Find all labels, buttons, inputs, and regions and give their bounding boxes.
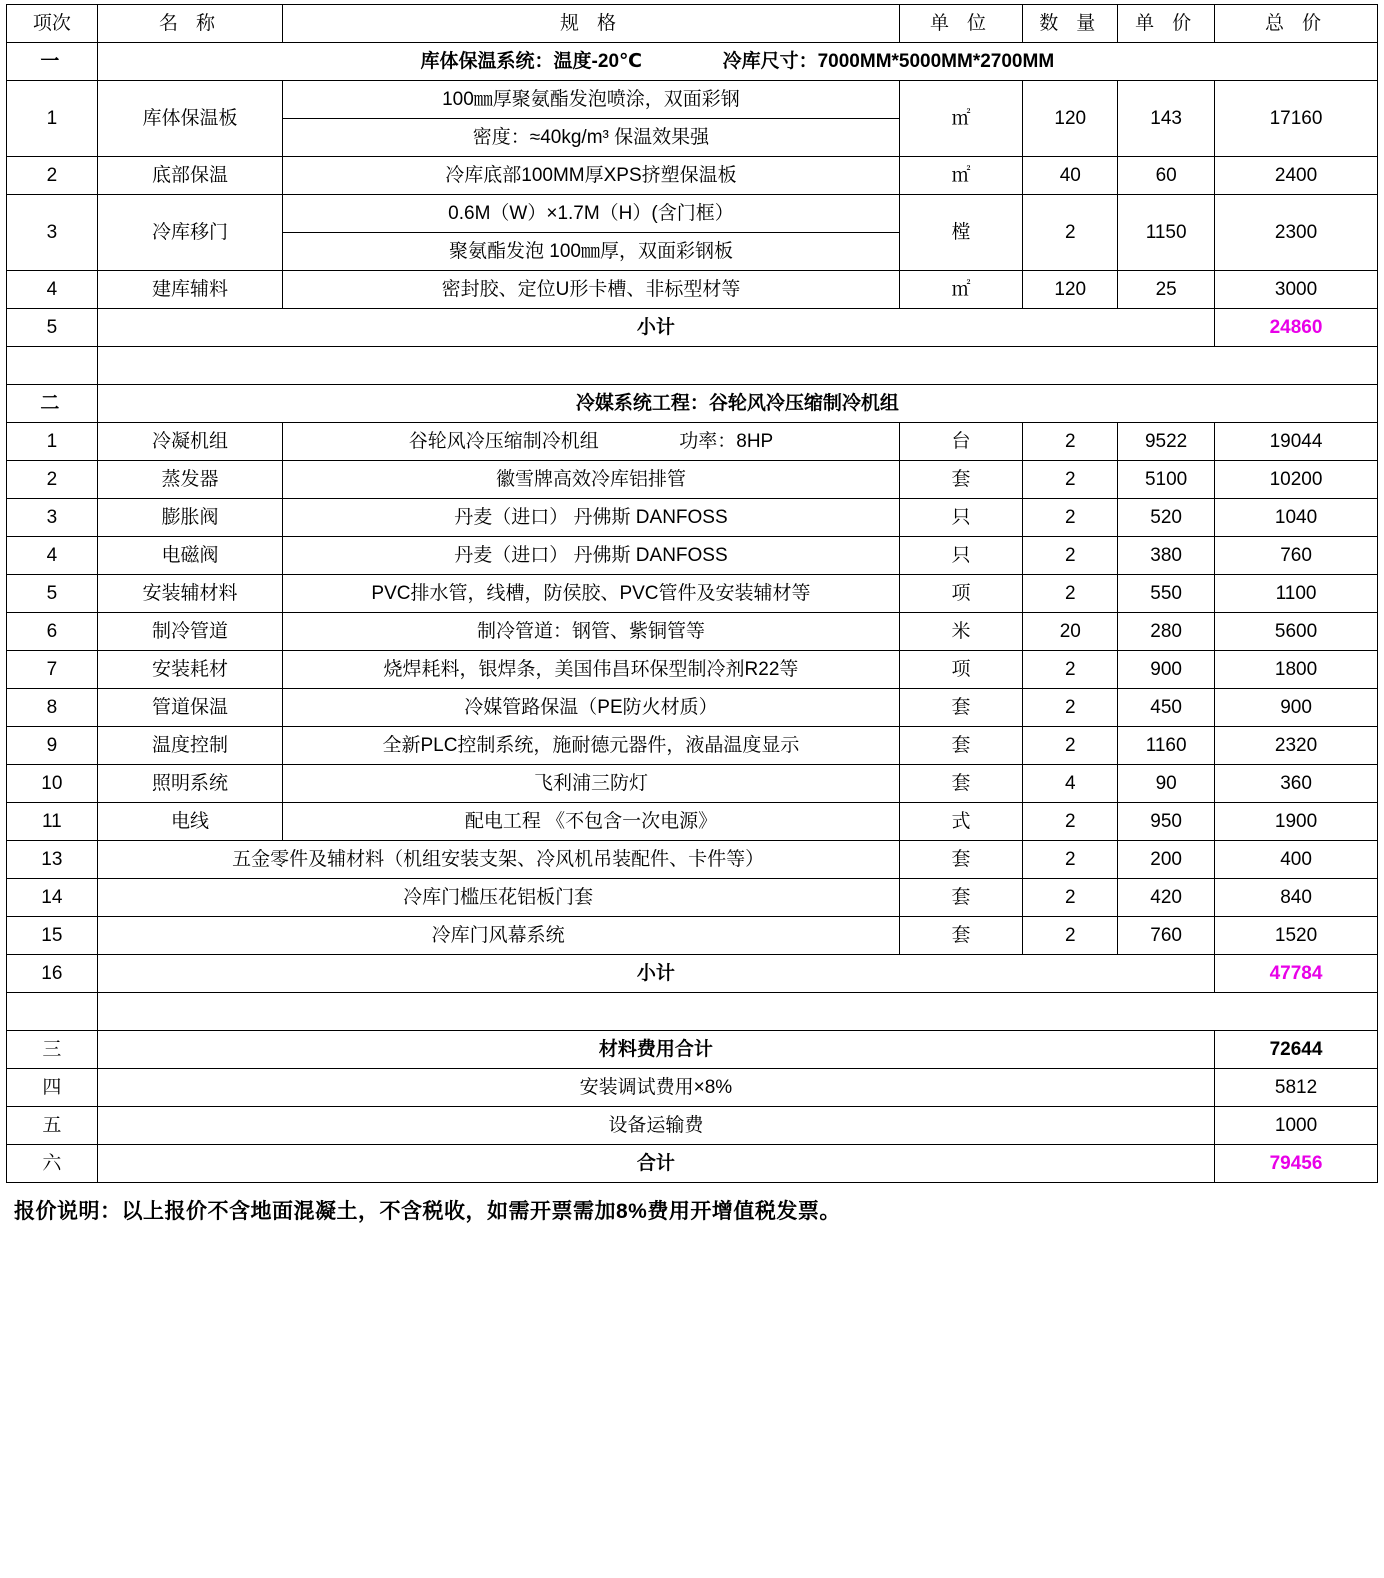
row-spec: 全新PLC控制系统，施耐德元器件，液晶温度显示: [283, 727, 899, 765]
row-total: 10200: [1215, 461, 1378, 499]
summary-label: 设备运输费: [97, 1107, 1214, 1145]
col-header-name: 名 称: [97, 5, 283, 43]
row-qty: 2: [1023, 917, 1118, 955]
row-price: 520: [1118, 499, 1215, 537]
row-spec: 配电工程 《不包含一次电源》: [283, 803, 899, 841]
row-name: 膨胀阀: [97, 499, 283, 537]
row-unit: 式: [899, 803, 1023, 841]
row-index: 5: [7, 575, 98, 613]
row-qty: 2: [1023, 803, 1118, 841]
subtotal-row: [7, 955, 1378, 993]
row-name: 库体保温板: [97, 81, 283, 157]
summary-row: [7, 1031, 1378, 1069]
subtotal-total: 47784: [1215, 955, 1378, 993]
table-row: [7, 575, 1378, 613]
summary-row: [7, 1145, 1378, 1183]
row-unit: 项: [899, 651, 1023, 689]
row-name: 电磁阀: [97, 537, 283, 575]
col-header-price: 单 价: [1118, 5, 1215, 43]
row-total: 1900: [1215, 803, 1378, 841]
row-qty: 2: [1023, 499, 1118, 537]
row-spec-line1: 0.6M（W）×1.7M（H）(含门框）: [283, 195, 899, 233]
subtotal-index: 16: [7, 955, 98, 993]
table-row: [7, 727, 1378, 765]
row-price: 280: [1118, 613, 1215, 651]
row-name: 管道保温: [97, 689, 283, 727]
row-price: 25: [1118, 271, 1215, 309]
row-name: 建库辅料: [97, 271, 283, 309]
section-header-row: [7, 43, 1378, 81]
row-index: 4: [7, 271, 98, 309]
row-unit: ㎡: [899, 157, 1023, 195]
row-unit: 只: [899, 499, 1023, 537]
summary-total: 5812: [1215, 1069, 1378, 1107]
table-row: [7, 651, 1378, 689]
row-total: 2320: [1215, 727, 1378, 765]
section-title: [97, 43, 1377, 81]
section-title-dimensions: 冷库尺寸：7000MM*5000MM*2700MM: [722, 50, 1055, 72]
row-name: 底部保温: [97, 157, 283, 195]
row-spec: 密封胶、定位U形卡槽、非标型材等: [283, 271, 899, 309]
row-qty: 120: [1023, 271, 1118, 309]
row-index: 8: [7, 689, 98, 727]
row-unit: 项: [899, 575, 1023, 613]
row-qty: 2: [1023, 727, 1118, 765]
row-unit: ㎡: [899, 271, 1023, 309]
summary-total: 1000: [1215, 1107, 1378, 1145]
row-spec-power: 功率：8HP: [679, 430, 774, 452]
row-index: 1: [7, 423, 98, 461]
blank-cell: [7, 347, 98, 385]
col-header-spec: 规 格: [283, 5, 899, 43]
summary-index: 五: [7, 1107, 98, 1145]
table-row: [7, 271, 1378, 309]
row-index: 1: [7, 81, 98, 157]
quotation-table: [6, 4, 1378, 1183]
row-price: 420: [1118, 879, 1215, 917]
row-spec: 冷库底部100MM厚XPS挤塑保温板: [283, 157, 899, 195]
row-spec: 烧焊耗料，银焊条，美国伟昌环保型制冷剂R22等: [283, 651, 899, 689]
row-index: 9: [7, 727, 98, 765]
row-unit: 米: [899, 613, 1023, 651]
row-index: 6: [7, 613, 98, 651]
row-price: 90: [1118, 765, 1215, 803]
row-price: 143: [1118, 81, 1215, 157]
grand-total: 79456: [1215, 1145, 1378, 1183]
row-qty: 2: [1023, 651, 1118, 689]
row-total: 17160: [1215, 81, 1378, 157]
blank-row: [7, 993, 1378, 1031]
row-unit: ㎡: [899, 81, 1023, 157]
row-total: 2300: [1215, 195, 1378, 271]
table-row: [7, 81, 1378, 119]
table-row: [7, 157, 1378, 195]
row-price: 1150: [1118, 195, 1215, 271]
row-total: 760: [1215, 537, 1378, 575]
row-total: 1100: [1215, 575, 1378, 613]
row-qty: 2: [1023, 537, 1118, 575]
row-price: 9522: [1118, 423, 1215, 461]
row-price: 550: [1118, 575, 1215, 613]
row-spec: 飞利浦三防灯: [283, 765, 899, 803]
table-row: [7, 879, 1378, 917]
row-qty: 2: [1023, 689, 1118, 727]
row-spec-line1: 100㎜厚聚氨酯发泡喷涂，双面彩钢: [283, 81, 899, 119]
summary-label: 合计: [97, 1145, 1214, 1183]
summary-total: 72644: [1215, 1031, 1378, 1069]
section-header-row: [7, 385, 1378, 423]
summary-index: 四: [7, 1069, 98, 1107]
quotation-note: 报价说明：以上报价不含地面混凝土，不含税收，如需开票需加8%费用开增值税发票。: [14, 1200, 841, 1223]
table-row: [7, 765, 1378, 803]
row-price: 450: [1118, 689, 1215, 727]
row-spec: 徽雪牌高效冷库铝排管: [283, 461, 899, 499]
row-unit: 套: [899, 727, 1023, 765]
col-header-qty: 数 量: [1023, 5, 1118, 43]
subtotal-row: [7, 309, 1378, 347]
row-unit: 套: [899, 765, 1023, 803]
row-price: 380: [1118, 537, 1215, 575]
row-total: 400: [1215, 841, 1378, 879]
row-name: 制冷管道: [97, 613, 283, 651]
row-price: 5100: [1118, 461, 1215, 499]
table-row: [7, 195, 1378, 233]
col-header-unit: 单 位: [899, 5, 1023, 43]
row-index: 7: [7, 651, 98, 689]
row-unit: 樘: [899, 195, 1023, 271]
row-price: 200: [1118, 841, 1215, 879]
row-price: 900: [1118, 651, 1215, 689]
table-row: [7, 461, 1378, 499]
section-title-text: 库体保温系统：温度-20℃: [420, 50, 643, 72]
row-unit: 套: [899, 841, 1023, 879]
table-row: [7, 423, 1378, 461]
row-price: 950: [1118, 803, 1215, 841]
table-header-row: [7, 5, 1378, 43]
blank-row: [7, 347, 1378, 385]
blank-cell: [7, 993, 98, 1031]
subtotal-label: 小计: [97, 955, 1214, 993]
row-total: 19044: [1215, 423, 1378, 461]
row-name-full: 五金零件及辅材料（机组安装支架、冷风机吊装配件、卡件等）: [97, 841, 899, 879]
subtotal-index: 5: [7, 309, 98, 347]
table-row: [7, 537, 1378, 575]
blank-cell: [97, 993, 1377, 1031]
row-index: 4: [7, 537, 98, 575]
col-header-total: 总 价: [1215, 5, 1378, 43]
row-spec: 制冷管道：钢管、紫铜管等: [283, 613, 899, 651]
summary-index: 六: [7, 1145, 98, 1183]
row-price: 760: [1118, 917, 1215, 955]
table-row: [7, 917, 1378, 955]
row-total: 1040: [1215, 499, 1378, 537]
blank-cell: [97, 347, 1377, 385]
row-total: 1520: [1215, 917, 1378, 955]
row-name: 蒸发器: [97, 461, 283, 499]
row-total: 360: [1215, 765, 1378, 803]
row-unit: 套: [899, 879, 1023, 917]
row-name-full: 冷库门槛压花铝板门套: [97, 879, 899, 917]
row-name: 照明系统: [97, 765, 283, 803]
row-qty: 2: [1023, 841, 1118, 879]
row-spec-text: 谷轮风冷压缩制冷机组: [408, 430, 599, 452]
row-qty: 2: [1023, 575, 1118, 613]
table-row: [7, 841, 1378, 879]
row-price: 1160: [1118, 727, 1215, 765]
table-row: [7, 613, 1378, 651]
col-header-index: 项次: [7, 5, 98, 43]
row-index: 3: [7, 499, 98, 537]
row-index: 2: [7, 157, 98, 195]
quotation-sheet: [0, 4, 1384, 1225]
subtotal-total: 24860: [1215, 309, 1378, 347]
row-name: 安装辅材料: [97, 575, 283, 613]
row-index: 3: [7, 195, 98, 271]
row-spec-line2: 聚氨酯发泡 100㎜厚，双面彩钢板: [283, 233, 899, 271]
summary-label: 材料费用合计: [97, 1031, 1214, 1069]
summary-row: [7, 1107, 1378, 1145]
row-name: 电线: [97, 803, 283, 841]
row-name: 温度控制: [97, 727, 283, 765]
row-name: 安装耗材: [97, 651, 283, 689]
row-total: 2400: [1215, 157, 1378, 195]
row-unit: 台: [899, 423, 1023, 461]
summary-row: [7, 1069, 1378, 1107]
row-total: 1800: [1215, 651, 1378, 689]
row-name-full: 冷库门风幕系统: [97, 917, 899, 955]
row-spec: PVC排水管，线槽，防侯胶、PVC管件及安装辅材等: [283, 575, 899, 613]
row-index: 13: [7, 841, 98, 879]
row-total: 5600: [1215, 613, 1378, 651]
summary-index: 三: [7, 1031, 98, 1069]
row-total: 3000: [1215, 271, 1378, 309]
table-row: [7, 803, 1378, 841]
row-index: 15: [7, 917, 98, 955]
subtotal-label: 小计: [97, 309, 1214, 347]
row-unit: 套: [899, 461, 1023, 499]
row-qty: 4: [1023, 765, 1118, 803]
row-qty: 2: [1023, 195, 1118, 271]
row-unit: 套: [899, 689, 1023, 727]
row-spec: 丹麦（进口） 丹佛斯 DANFOSS: [283, 499, 899, 537]
row-name: 冷凝机组: [97, 423, 283, 461]
section-title: 冷媒系统工程：谷轮风冷压缩制冷机组: [97, 385, 1377, 423]
row-unit: 套: [899, 917, 1023, 955]
row-qty: 2: [1023, 423, 1118, 461]
row-total: 840: [1215, 879, 1378, 917]
section-index: 一: [7, 43, 98, 81]
section-index: 二: [7, 385, 98, 423]
row-name: 冷库移门: [97, 195, 283, 271]
summary-label: 安装调试费用×8%: [97, 1069, 1214, 1107]
row-qty: 40: [1023, 157, 1118, 195]
row-spec: [283, 423, 899, 461]
row-index: 10: [7, 765, 98, 803]
row-index: 14: [7, 879, 98, 917]
row-total: 900: [1215, 689, 1378, 727]
table-row: [7, 689, 1378, 727]
row-qty: 120: [1023, 81, 1118, 157]
row-index: 2: [7, 461, 98, 499]
row-spec: 丹麦（进口） 丹佛斯 DANFOSS: [283, 537, 899, 575]
row-spec-line2: 密度：≈40kg/m³ 保温效果强: [283, 119, 899, 157]
row-qty: 2: [1023, 879, 1118, 917]
table-row: [7, 499, 1378, 537]
row-spec: 冷媒管路保温（PE防火材质）: [283, 689, 899, 727]
row-qty: 2: [1023, 461, 1118, 499]
row-unit: 只: [899, 537, 1023, 575]
row-price: 60: [1118, 157, 1215, 195]
row-qty: 20: [1023, 613, 1118, 651]
row-index: 11: [7, 803, 98, 841]
